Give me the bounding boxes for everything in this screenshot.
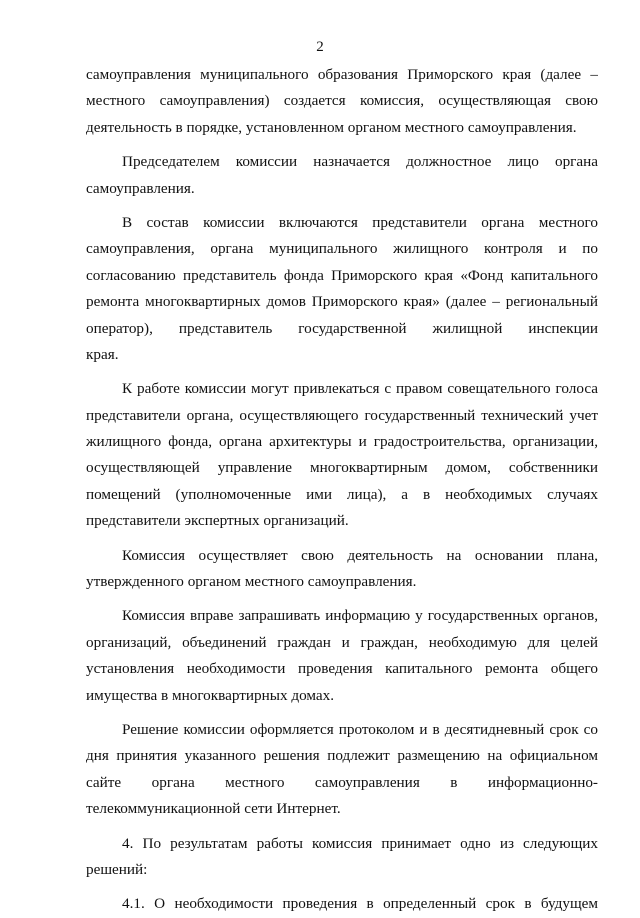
- text-line: ремонта многоквартирных домов Приморского края» (далее – региональный: [86, 293, 598, 311]
- paragraph-gap: [86, 535, 598, 543]
- page-number: 2: [316, 39, 324, 55]
- text-line: установления необходимости проведения капитального ремонта общего: [86, 660, 598, 678]
- text-line: помещений (уполномоченные ими лица), а в необходимых случаях: [86, 485, 598, 503]
- text-line: согласованию представитель фонда Приморского края «Фонд капитального: [86, 266, 598, 284]
- document-body: [86, 62, 598, 918]
- text-line: решений:: [86, 860, 148, 878]
- text-line: К работе комиссии могут привлекаться с правом совещательного голоса: [122, 380, 598, 398]
- text-line: оператор), представитель государственной жилищной инспекции: [86, 319, 598, 337]
- paragraph-gap: [86, 202, 598, 210]
- text-line: Комиссия осуществляет свою деятельность на основании плана,: [122, 546, 598, 564]
- text-line: В состав комиссии включаются представители органа местного: [122, 213, 598, 231]
- text-line: 4. По результатам работы комиссия принимает одно из следующих: [122, 834, 598, 852]
- text-line: имущества в многоквартирных домах.: [86, 686, 335, 704]
- paragraph-gap: [86, 595, 598, 603]
- paragraph-gap: [86, 883, 598, 891]
- paragraph-gap: [86, 141, 598, 149]
- text-line: деятельность в порядке, установленном органом местного самоуправления.: [86, 118, 577, 136]
- text-line: осуществляющей управление многоквартирным домом, собственники: [86, 459, 598, 477]
- text-line: края.: [86, 345, 119, 363]
- text-line: представители экспертных организаций.: [86, 512, 349, 530]
- text-line: Комиссия вправе запрашивать информацию у государственных органов,: [122, 607, 598, 625]
- text-line: Председателем комиссии назначается должностное лицо органа: [122, 153, 598, 171]
- text-line: дня принятия указанного решения подлежит размещению на официальном: [86, 747, 598, 765]
- text-line: самоуправления.: [86, 179, 195, 197]
- text-line: самоуправления, органа муниципального жилищного контроля и по: [86, 240, 598, 258]
- paragraph-gap: [86, 709, 598, 717]
- paragraph-gap: [86, 823, 598, 831]
- text-line: жилищного фонда, органа архитектуры и градостроительства, организации,: [86, 433, 598, 451]
- text-line: самоуправления муниципального образования Приморского края (далее –: [86, 66, 598, 83]
- paragraph-gap: [86, 368, 598, 376]
- text-line: утвержденного органом местного самоуправления.: [86, 573, 417, 591]
- text-line: организаций, объединений граждан и граждан, необходимую для целей: [86, 633, 598, 651]
- text-line: телекоммуникационной сети Интернет.: [86, 800, 341, 818]
- text-line: 4.1. О необходимости проведения в определенный срок в будущем: [122, 895, 598, 913]
- text-line: Решение комиссии оформляется протоколом и в десятидневный срок со: [122, 720, 598, 738]
- text-line: представители органа, осуществляющего государственный технический учет: [86, 406, 598, 424]
- text-line: местного самоуправления) создается комиссия, осуществляющая свою: [86, 92, 598, 110]
- text-line: сайте органа местного самоуправления в информационно-: [86, 773, 598, 791]
